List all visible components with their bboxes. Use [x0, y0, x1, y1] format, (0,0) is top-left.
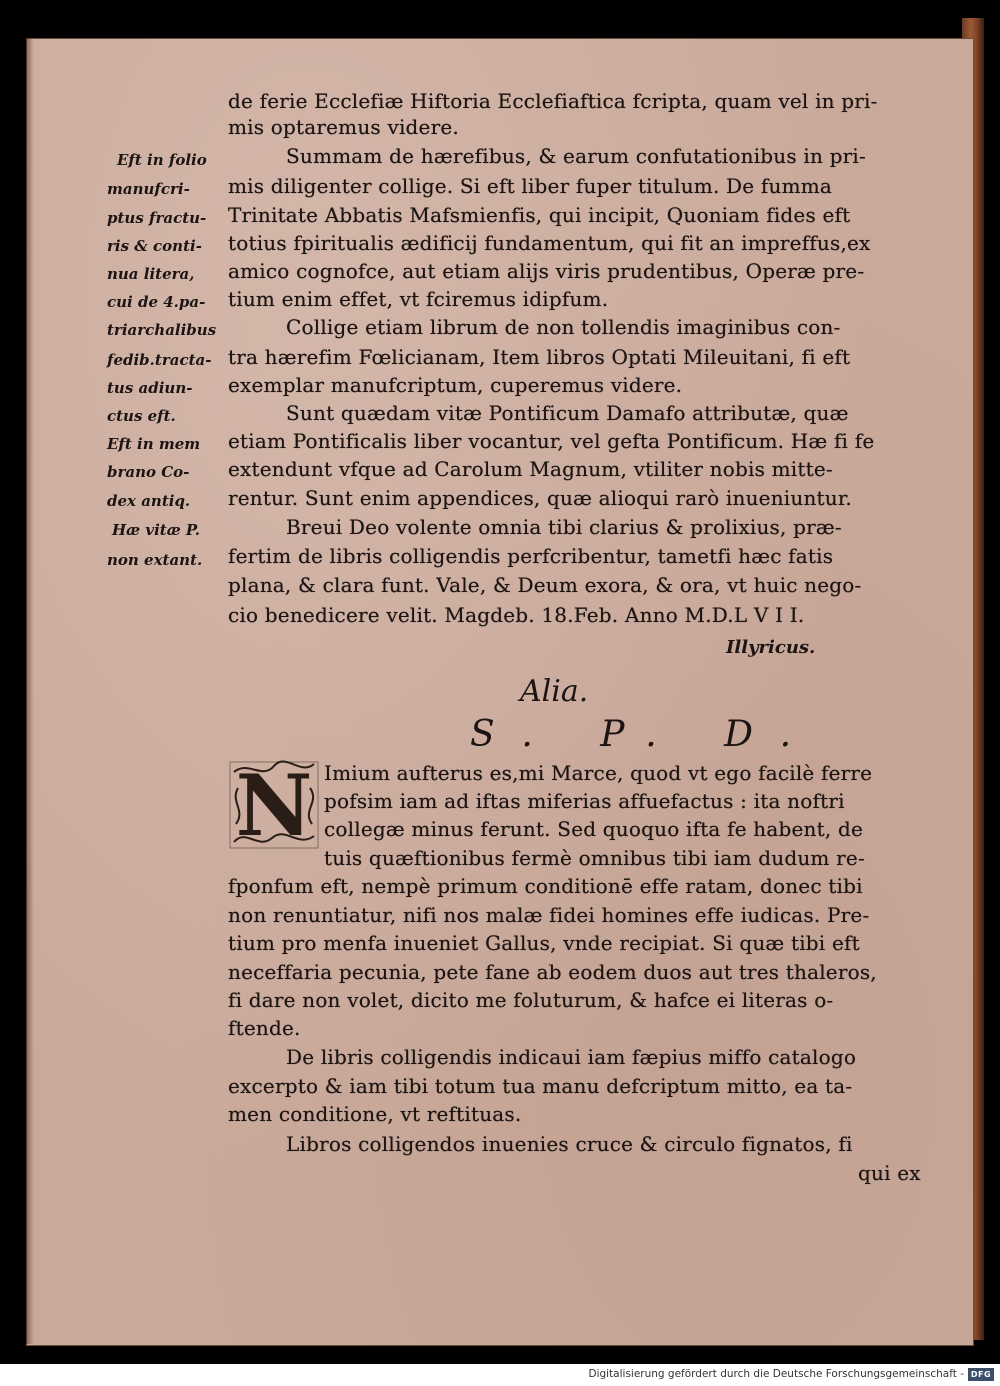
letter-line: fponfum eft, nempè primum conditionē effe ratam, donec tibi	[228, 874, 863, 898]
main-line: cio benedicere velit. Magdeb. 18.Feb. Anno M.D.L V I I.	[228, 603, 805, 627]
margin-note: nua litera,	[107, 265, 195, 283]
margin-note: tus adiun-	[107, 379, 193, 397]
main-line: de ferie Ecclefiæ Hiftoria Ecclefiaftica fcripta, quam vel in pri-	[228, 89, 878, 113]
letter-line: qui ex	[858, 1161, 921, 1185]
footer-bar	[0, 1364, 1000, 1386]
margin-note: ris & conti-	[107, 237, 202, 255]
letter-line: Imium aufterus es,mi Marce, quod vt ego facilè ferre	[324, 761, 873, 785]
margin-note: fedib.tracta-	[107, 351, 212, 369]
main-line: etiam Pontificalis liber vocantur, vel gefta Pontificum. Hæ fi fe	[228, 429, 875, 453]
main-line: tra hærefim Fœlicianam, Item libros Optati Mileuitani, fi eft	[228, 345, 851, 369]
main-line: mis optaremus videre.	[228, 115, 459, 139]
main-line: amico cognofce, aut etiam alijs viris prudentibus, Operæ pre-	[228, 259, 865, 283]
main-line: rentur. Sunt enim appendices, quæ alioqui rarò inueniuntur.	[228, 486, 852, 510]
main-line: mis diligenter collige. Si eft liber fuper titulum. De fumma	[228, 174, 833, 198]
heading-alia: Alia.	[520, 674, 589, 709]
main-line: Collige etiam librum de non tollendis imaginibus con-	[286, 315, 841, 339]
margin-note: ctus eft.	[107, 407, 176, 425]
footer-credit: Digitalisierung gefördert durch die Deutsche Forschungsgemeinschaft -	[588, 1368, 964, 1380]
margin-note: Hæ vitæ P.	[112, 521, 200, 539]
main-line: plana, & clara funt. Vale, & Deum exora, & ora, vt huic nego-	[228, 573, 862, 597]
main-line: Breui Deo volente omnia tibi clarius & prolixius, præ-	[286, 515, 842, 539]
margin-note: dex antiq.	[107, 492, 191, 510]
letter-line: tuis quæftionibus fermè omnibus tibi iam dudum re-	[324, 846, 865, 870]
main-line: extendunt vfque ad Carolum Magnum, vtiliter nobis mitte-	[228, 457, 833, 481]
margin-note: manufcri-	[107, 180, 190, 198]
main-line: tium enim effet, vt fciremus idipfum.	[228, 287, 609, 311]
margin-note: brano Co-	[107, 463, 190, 481]
margin-note: Eft in mem	[107, 435, 201, 453]
dfg-logo-icon: DFG	[968, 1368, 994, 1381]
margin-note: cui de 4.pa-	[107, 293, 206, 311]
main-line: Trinitate Abbatis Mafsmienfis, qui incipit, Quoniam fides eft	[228, 203, 851, 227]
main-line: Summam de hærefibus, & earum confutationibus in pri-	[286, 144, 866, 168]
letter-line: collegæ minus ferunt. Sed quoquo ifta fe habent, de	[324, 817, 864, 841]
page-gutter-shadow	[26, 38, 34, 1344]
letter-line: men conditione, vt reftituas.	[228, 1102, 522, 1126]
margin-note: Eft in folio	[117, 151, 207, 169]
margin-note: ptus fractu-	[107, 209, 207, 227]
letter-line: De libris colligendis indicaui iam fæpius miffo catalogo	[286, 1045, 857, 1069]
heading-spd: S. P. D.	[470, 714, 820, 755]
letter-line: Libros colligendos inuenies cruce & circulo fignatos, fi	[286, 1132, 853, 1156]
signature: Illyricus.	[726, 637, 816, 658]
initial-letter: N	[235, 756, 313, 855]
letter-line: fi dare non volet, dicito me foluturum, & hafce ei literas o-	[228, 988, 834, 1012]
main-line: totius fpiritualis ædificij fundamentum, qui fit an impreffus,ex	[228, 231, 871, 255]
main-line: exemplar manufcriptum, cuperemus videre.	[228, 373, 683, 397]
decorated-initial	[228, 758, 320, 854]
letter-line: pofsim iam ad iftas miferias affuefactus : ita noftri	[324, 789, 845, 813]
letter-line: tium pro menfa inueniet Gallus, vnde recipiat. Si quæ tibi eft	[228, 931, 860, 955]
margin-note: triarchalibus	[107, 321, 217, 339]
margin-note: non extant.	[107, 551, 203, 569]
letter-line: neceffaria pecunia, pete fane ab eodem duos aut tres thaleros,	[228, 960, 877, 984]
main-line: Sunt quædam vitæ Pontificum Damafo attributæ, quæ	[286, 401, 849, 425]
letter-line: excerpto & iam tibi totum tua manu defcriptum mitto, ea ta-	[228, 1074, 853, 1098]
letter-line: non renuntiatur, nifi nos malæ fidei homines effe iudicas. Pre-	[228, 903, 870, 927]
letter-line: ftende.	[228, 1016, 301, 1040]
main-line: fertim de libris colligendis perfcribentur, tametfi hæc fatis	[228, 544, 834, 568]
